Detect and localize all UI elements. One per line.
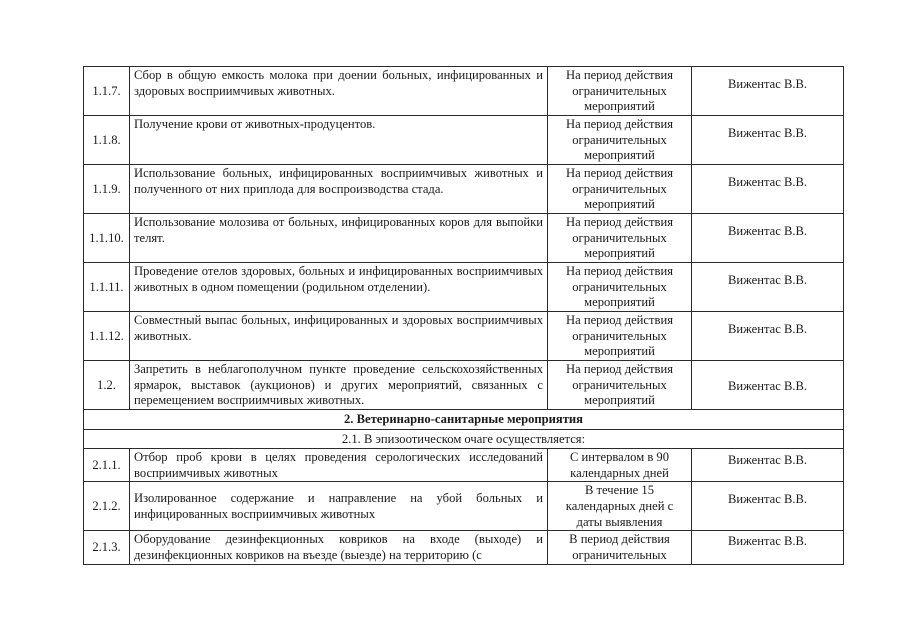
row-description: Использование больных, инфицированных восприимчивых животных и полученного от них приплода для воспроизводства стада. bbox=[130, 165, 548, 214]
table-row bbox=[84, 312, 844, 361]
row-responsible: Вижентас В.В. bbox=[692, 312, 844, 361]
row-term: На период действия ограничительных мероприятий bbox=[548, 361, 692, 410]
row-description: Совместный выпас больных, инфицированных и здоровых восприимчивых животных. bbox=[130, 312, 548, 361]
measures-table bbox=[83, 66, 844, 565]
table-row bbox=[84, 482, 844, 531]
subsection-title: 2.1. В эпизоотическом очаге осуществляется: bbox=[84, 429, 844, 449]
row-responsible: Вижентас В.В. bbox=[692, 263, 844, 312]
row-responsible: Вижентас В.В. bbox=[692, 361, 844, 410]
row-number: 1.1.10. bbox=[84, 214, 130, 263]
section-heading-row bbox=[84, 410, 844, 430]
row-term: На период действия ограничительных мероприятий bbox=[548, 165, 692, 214]
row-description: Использование молозива от больных, инфицированных коров для выпойки телят. bbox=[130, 214, 548, 263]
row-term: На период действия ограничительных мероприятий bbox=[548, 214, 692, 263]
row-responsible: Вижентас В.В. bbox=[692, 116, 844, 165]
row-responsible: Вижентас В.В. bbox=[692, 482, 844, 531]
row-description: Отбор проб крови в целях проведения серологических исследований восприимчивых животных bbox=[130, 449, 548, 482]
table-row bbox=[84, 67, 844, 116]
row-number: 1.2. bbox=[84, 361, 130, 410]
row-responsible: Вижентас В.В. bbox=[692, 67, 844, 116]
row-number: 2.1.2. bbox=[84, 482, 130, 531]
row-number: 1.1.7. bbox=[84, 67, 130, 116]
table-row bbox=[84, 165, 844, 214]
row-number: 1.1.11. bbox=[84, 263, 130, 312]
row-term-text: В период действия ограничительных bbox=[569, 532, 670, 562]
row-description: Сбор в общую емкость молока при доении больных, инфицированных и здоровых восприимчивых животных. bbox=[130, 67, 548, 116]
table-row bbox=[84, 116, 844, 165]
row-term: На период действия ограничительных мероприятий bbox=[548, 116, 692, 165]
row-responsible: Вижентас В.В. bbox=[692, 449, 844, 482]
row-description: Проведение отелов здоровых, больных и инфицированных восприимчивых животных в одном помещении (родильном отделении). bbox=[130, 263, 548, 312]
table-row bbox=[84, 449, 844, 482]
row-responsible: Вижентас В.В. bbox=[692, 531, 844, 565]
table-row bbox=[84, 531, 844, 565]
row-description: Получение крови от животных-продуцентов. bbox=[130, 116, 548, 165]
row-description: Изолированное содержание и направление на убой больных и инфицированных восприимчивых животных bbox=[130, 482, 548, 531]
table-row bbox=[84, 361, 844, 410]
row-number: 2.1.1. bbox=[84, 449, 130, 482]
table-row bbox=[84, 263, 844, 312]
row-number: 1.1.12. bbox=[84, 312, 130, 361]
row-term: На период действия ограничительных мероприятий bbox=[548, 263, 692, 312]
row-term: С интервалом в 90 календарных дней bbox=[548, 449, 692, 482]
row-responsible: Вижентас В.В. bbox=[692, 165, 844, 214]
row-responsible: Вижентас В.В. bbox=[692, 214, 844, 263]
row-term: В течение 15 календарных дней с даты выявления bbox=[548, 482, 692, 531]
section-title: 2. Ветеринарно-санитарные мероприятия bbox=[84, 410, 844, 430]
table-row bbox=[84, 214, 844, 263]
row-term: На период действия ограничительных мероприятий bbox=[548, 312, 692, 361]
subsection-heading-row bbox=[84, 429, 844, 449]
row-number: 1.1.8. bbox=[84, 116, 130, 165]
row-description-text: Оборудование дезинфекционных ковриков на входе (выходе) и дезинфекционных ковриков на въезде (выезде) на территорию (с bbox=[134, 532, 543, 562]
row-term: На период действия ограничительных мероприятий bbox=[548, 67, 692, 116]
row-number: 2.1.3. bbox=[84, 531, 130, 565]
row-description bbox=[130, 531, 548, 565]
row-description: Запретить в неблагополучном пункте проведение сельскохозяйственных ярмарок, выставок (аукционов) и других мероприятий, связанных с перемещением восприимчивых животных. bbox=[130, 361, 548, 410]
row-number: 1.1.9. bbox=[84, 165, 130, 214]
row-term bbox=[548, 531, 692, 565]
